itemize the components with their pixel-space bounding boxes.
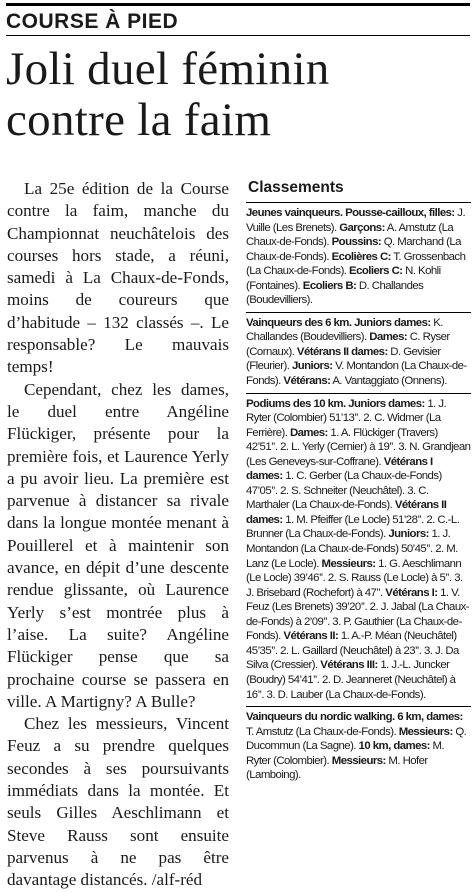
results-entries: M. Ryter (Colombier). <box>246 740 445 767</box>
results-category: Vétérans III: <box>320 659 378 672</box>
results-entries: Q. Marchand (La Chaux-de-Fonds). <box>246 236 461 263</box>
results-entries: 1. V. Feuz (Les Brenets) 39’20’’. 2. J. Jabal (La Chaux-de-Fonds) à 2’09’’. 3. P. Gauthier (La Chaux-de-Fonds). <box>246 586 470 643</box>
headline-line-1: Joli duel féminin <box>6 43 330 95</box>
article-body <box>7 178 229 892</box>
results-category: Vainqueurs des 6 km. Juniors dames: <box>246 316 431 329</box>
results-entries: A. Vantaggiato (Onnens). <box>330 375 447 388</box>
article-paragraph: Cependant, chez les dames, le duel entre Angéline Flückiger, présente pour la première fois, et Laurence Yerly a pu avoir lieu. La première est parvenue à distancer sa rivale dans la longue montée menant à Pouillerel et à maintenir son avance, en dépit d’une descente rendue glissante, où Laurence Yerly s’est montrée plus à l’aise. La suite? Angéline Flückiger pense que sa prochaine course se passera en ville. A Martigny? A Bulle? <box>7 379 229 711</box>
results-entries: 1. C. Gerber (La Chaux-de-Fonds) 47’05’’. 2. S. Schneiter (Neuchâtel). 3. C. Marthaler (La Chaux-de-Fonds). <box>246 470 442 512</box>
results-block <box>246 312 471 393</box>
results-entries: D. Challandes (Boudevilliers). <box>246 279 424 307</box>
results-entries: 1. A.-P. Méan (Neuchâtel) 45’35’’. 2. L. Gaillard (Neuchâtel) à 23’’. 3. J. Da Silva (Cressier). <box>246 630 459 672</box>
headline-line-2: contre la faim <box>6 94 272 146</box>
results-entries: T. Grossenbach (La Chaux-de-Fonds). <box>246 250 466 278</box>
results-entries: T. Amstutz (La Chaux-de-Fonds). <box>246 725 399 738</box>
results-entries: 1. G. Aeschlimann (Le Locle) 39’46’’. 2. S. Rauss (Le Locle) à 5’’. 3. J. Brisebard (Rochefort) à 47’’. <box>246 557 463 599</box>
results-entries: 1. M. Pfeiffer (Le Locle) 51’28’’. 2. C.-L. Brunner (La Chaux-de-Fonds). <box>246 513 460 541</box>
results-category: Jeunes vainqueurs. Pousse-cailloux, filles: <box>246 207 455 219</box>
results-category: Vétérans I: <box>385 586 438 599</box>
results-category: 10 km, dames: <box>358 740 430 753</box>
section-rubric <box>6 3 470 36</box>
results-entries: K. Challandes (Boudevilliers). <box>246 316 443 344</box>
results-category: Ecoliers C: <box>349 265 403 278</box>
results-category: Ecoliers B: <box>302 279 357 292</box>
results-entries: N. Kohli (Fontaines). <box>246 265 441 292</box>
rubric-divider <box>6 35 470 36</box>
results-category: Juniors: <box>291 360 333 373</box>
results-category: Vainqueurs du nordic walking. 6 km, dames: <box>246 711 463 724</box>
results-category: Vétérans II dames: <box>296 345 388 358</box>
results-entries: M. Hofer (Lamboing). <box>246 754 428 782</box>
results-block <box>246 393 471 706</box>
results-entries: J. Vuille (Les Brenets). <box>246 207 466 234</box>
results-entries: D. Gevisier (Fleurier). <box>246 345 441 373</box>
results-category: Dames: <box>289 426 328 439</box>
results-category: Messieurs: <box>331 754 386 767</box>
results-category: Vétérans II dames: <box>246 499 447 526</box>
results-entries: 1. J. Montandon (La Chaux-de-Fonds) 50’45’’. 2. M. Lanz (Le Locle). <box>246 528 458 570</box>
results-block <box>246 202 471 312</box>
results-entries: V. Montandon (La Chaux-de-Fonds). <box>246 360 467 388</box>
headline <box>6 44 474 146</box>
results-entries: A. Amstutz (La Chaux-de-Fonds). <box>246 221 454 249</box>
results-entries: 1. A. Flückiger (Travers) 42’51’’. 2. L. Yerly (Cernier) à 19’’. 3. N. Grandjean (Les Geneveys-sur-Coffrane). <box>246 426 471 468</box>
results-entries: 1. J. Ryter (Colombier) 51’13’’. 2. C. Widmer (La Ferrière). <box>246 397 447 439</box>
results-entries: Q. Ducommun (La Sagne). <box>246 725 467 753</box>
results-category: Vétérans II: <box>283 630 339 643</box>
results-block <box>246 706 471 787</box>
results-category: Ecolières C: <box>331 250 391 263</box>
article-paragraph: La 25e édition de la Course contre la faim, manche du Championnat neuchâtelois des courses hors stade, a réuni, samedi à La Chaux-de-Fonds, moins de coureurs que d’habitude – 132 classés –. Le responsable? Le mauvais temps! <box>7 179 229 377</box>
results-title: Classements <box>248 179 344 196</box>
results-blocks <box>246 202 471 787</box>
results-category: Messieurs: <box>398 725 453 738</box>
results-category: Messieurs: <box>321 557 376 570</box>
results-category: Vétérans: <box>283 375 331 388</box>
article-paragraph: Chez les messieurs, Vincent Feuz a su prendre quelques secondes à ses poursuivants immédiats dans la montée. Et seuls Gilles Aeschlimann et Steve Rauss sont ensuite parvenus à ne pas être davantage distancés. /alf-réd <box>7 714 229 890</box>
results-category: Poussins: <box>331 236 382 249</box>
section-label: COURSE À PIED <box>6 10 179 33</box>
results-category: Dames: <box>369 331 408 344</box>
results-sidebar <box>246 178 471 787</box>
results-entries: 1. J.-L. Juncker (Boudry) 54’41’’. 2. D. Jeanneret (Neuchâtel) à 16’’. 3. D. Lauber (La Chaux-de-Fonds). <box>246 659 456 701</box>
results-category: Garçons: <box>339 221 385 234</box>
results-category: Podiums des 10 km. Juniors dames: <box>246 397 425 410</box>
results-category: Vétérans I dames: <box>246 455 433 483</box>
results-category: Juniors: <box>388 528 429 541</box>
results-entries: C. Ryser (Cornaux). <box>246 331 450 358</box>
